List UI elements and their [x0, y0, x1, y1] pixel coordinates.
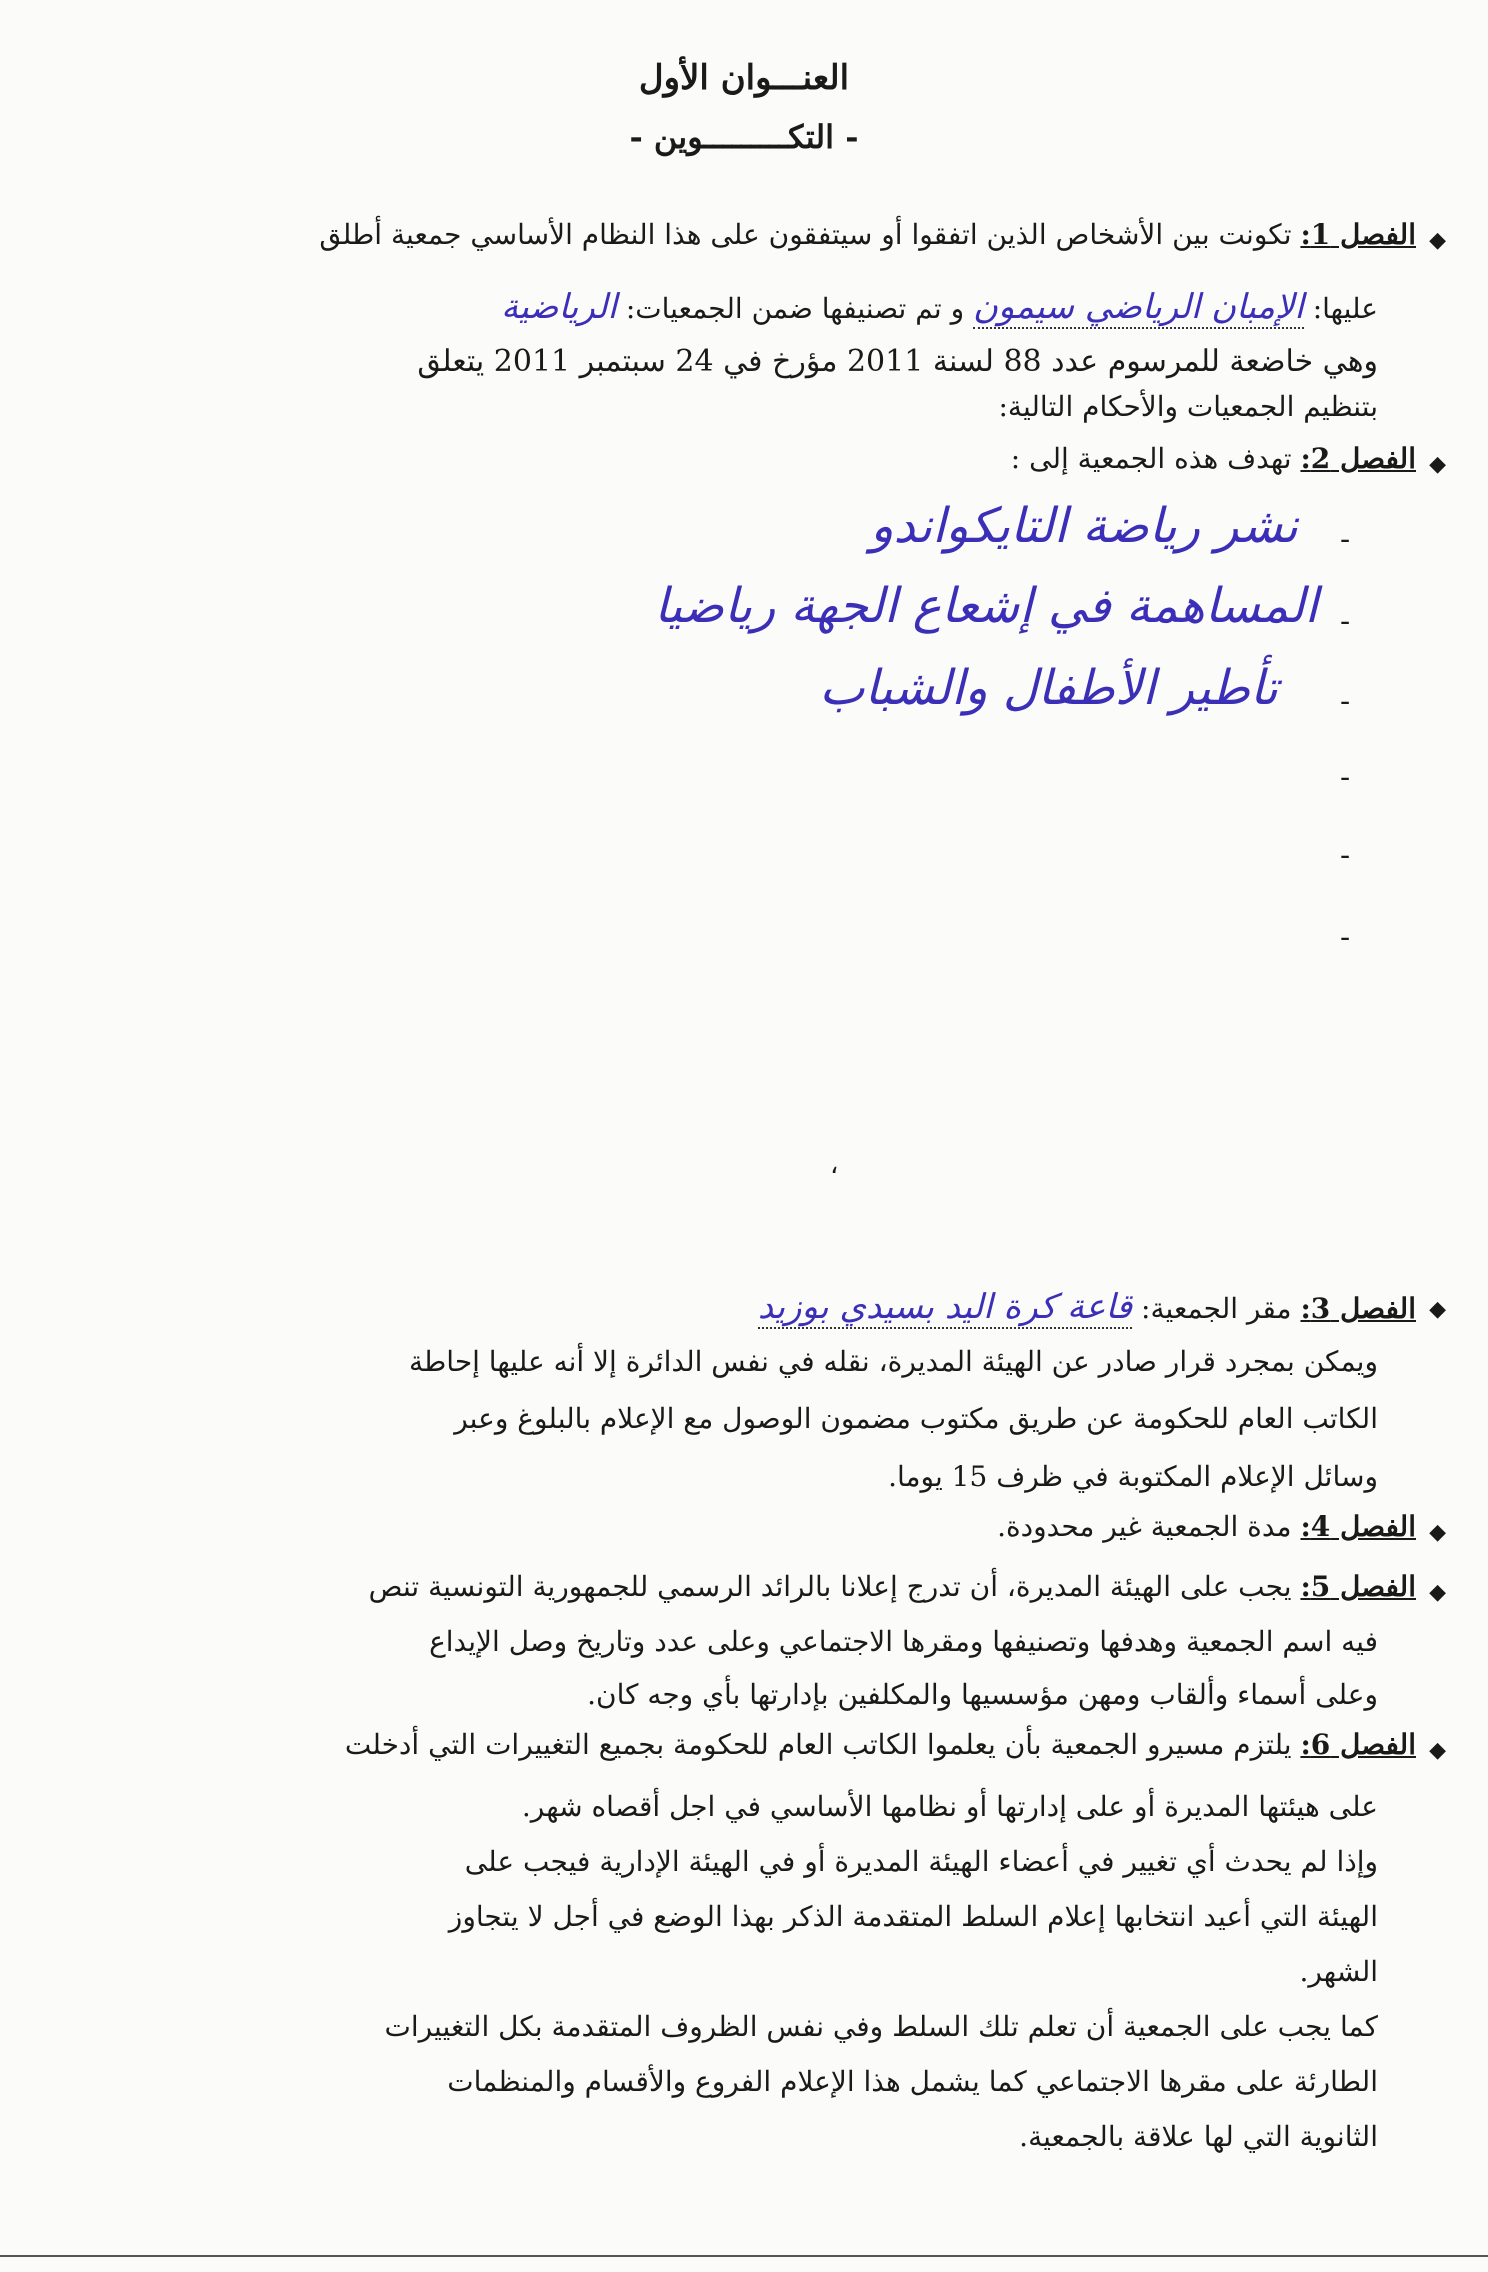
- article-6-line-1: [345, 1728, 1416, 1761]
- chapter-subtitle: - التكـــــــــوين -: [629, 118, 859, 156]
- article-6-line-2: على هيئتها المديرة أو على إدارتها أو نظامها الأساسي في اجل أقصاه شهر.: [521, 1790, 1378, 1823]
- article-2-label: الفصل 2:: [1300, 442, 1416, 475]
- article-4-label: الفصل 4:: [1300, 1510, 1416, 1543]
- goal-item-2: المساهمة في إشعاع الجهة رياضيا: [654, 578, 1318, 634]
- handwritten-category: الرياضية: [501, 287, 617, 327]
- article-6-text: يلتزم مسيرو الجمعية بأن يعلموا الكاتب العام للحكومة بجميع التغييرات التي أدخلت: [344, 1728, 1292, 1761]
- bullet-icon: ◆: [1429, 1580, 1446, 1605]
- article-1-line-3: وهي خاضعة للمرسوم عدد 88 لسنة 2011 مؤرخ في 24 سبتمبر 2011 يتعلق: [417, 344, 1378, 379]
- goal-dash: -: [1340, 920, 1351, 955]
- article-6-line-5: الشهر.: [1299, 1955, 1378, 1988]
- goal-dash: -: [1340, 760, 1351, 795]
- article-5-line-1: [369, 1570, 1416, 1603]
- handwritten-association-name: الإمبان الرياضي سيمون: [973, 287, 1304, 327]
- page-bottom-rule: [0, 2255, 1488, 2257]
- handwritten-seat: قاعة كرة اليد بسيدي بوزيد: [757, 1287, 1133, 1327]
- bullet-icon: ◆: [1429, 1738, 1446, 1763]
- article-1-line-1: [319, 218, 1416, 251]
- article-5-line-3: وعلى أسماء وألقاب ومهن مؤسسيها والمكلفين بإدارتها بأي وجه كان.: [587, 1678, 1378, 1711]
- goal-dash: -: [1340, 684, 1351, 719]
- article-3-label: الفصل 3:: [1300, 1292, 1416, 1325]
- article-6-label: الفصل 6:: [1300, 1728, 1416, 1761]
- article-4: [997, 1510, 1416, 1543]
- article-1-category-label: و تم تصنيفها ضمن الجمعيات:: [625, 292, 965, 325]
- article-6-line-8: الثانوية التي لها علاقة بالجمعية.: [1019, 2120, 1378, 2153]
- goal-item-3: تأطير الأطفال والشباب: [819, 660, 1278, 716]
- article-5-label: الفصل 5:: [1300, 1570, 1416, 1603]
- goal-item-1: نشر رياضة التايكواندو: [870, 498, 1298, 554]
- article-1-text: تكونت بين الأشخاص الذين اتفقوا أو سيتفقون على هذا النظام الأساسي جمعية أطلق: [319, 218, 1292, 251]
- article-1-label: الفصل 1:: [1300, 218, 1416, 251]
- article-6-line-3: وإذا لم يحدث أي تغيير في أعضاء الهيئة المديرة أو في الهيئة الإدارية فيجب على: [464, 1845, 1378, 1878]
- bullet-icon: ◆: [1429, 1520, 1446, 1545]
- article-6-line-4: الهيئة التي أعيد انتخابها إعلام السلط المتقدمة الذكر بهذا الوضع في أجل لا يتجاوز: [448, 1900, 1378, 1933]
- bullet-icon: ◆: [1429, 452, 1446, 477]
- bullet-icon: ◆: [1429, 1297, 1446, 1322]
- article-3-text: مقر الجمعية:: [1141, 1292, 1292, 1325]
- goal-dash: -: [1340, 522, 1351, 557]
- goal-dash: -: [1340, 604, 1351, 639]
- article-3-line-1: ويمكن بمجرد قرار صادر عن الهيئة المديرة، نقله في نفس الدائرة إلا أنه عليها إحاطة: [408, 1345, 1378, 1378]
- article-5-line-2: فيه اسم الجمعية وهدفها وتصنيفها ومقرها الاجتماعي وعلى عدد وتاريخ وصل الإيداع: [429, 1625, 1378, 1658]
- article-3-line-2: الكاتب العام للحكومة عن طريق مكتوب مضمون الوصول مع الإعلام بالبلوغ وعبر: [454, 1402, 1378, 1435]
- bullet-icon: ◆: [1429, 228, 1446, 253]
- article-5-text: يجب على الهيئة المديرة، أن تدرج إعلانا بالرائد الرسمي للجمهورية التونسية تنص: [368, 1570, 1292, 1603]
- chapter-title: العنـــوان الأول: [638, 58, 850, 98]
- article-2-text: تهدف هذه الجمعية إلى :: [1010, 442, 1292, 475]
- article-4-text: مدة الجمعية غير محدودة.: [997, 1510, 1292, 1543]
- article-3-line-3: وسائل الإعلام المكتوبة في ظرف 15 يوما.: [888, 1460, 1378, 1493]
- article-1-line-4: بتنظيم الجمعيات والأحكام التالية:: [998, 390, 1378, 423]
- goal-dash: -: [1340, 838, 1351, 873]
- article-1-line-2: [501, 287, 1378, 327]
- article-6-line-7: الطارئة على مقرها الاجتماعي كما يشمل هذا الإعلام الفروع والأقسام والمنظمات: [447, 2065, 1378, 2098]
- article-3-intro: [758, 1287, 1416, 1327]
- article-2-intro: [1011, 442, 1416, 475]
- article-6-line-6: كما يجب على الجمعية أن تعلم تلك السلط وفي نفس الظروف المتقدمة بكل التغييرات: [384, 2010, 1378, 2043]
- article-1-prefix: عليها:: [1312, 292, 1378, 325]
- stray-mark: ،: [830, 1150, 839, 1180]
